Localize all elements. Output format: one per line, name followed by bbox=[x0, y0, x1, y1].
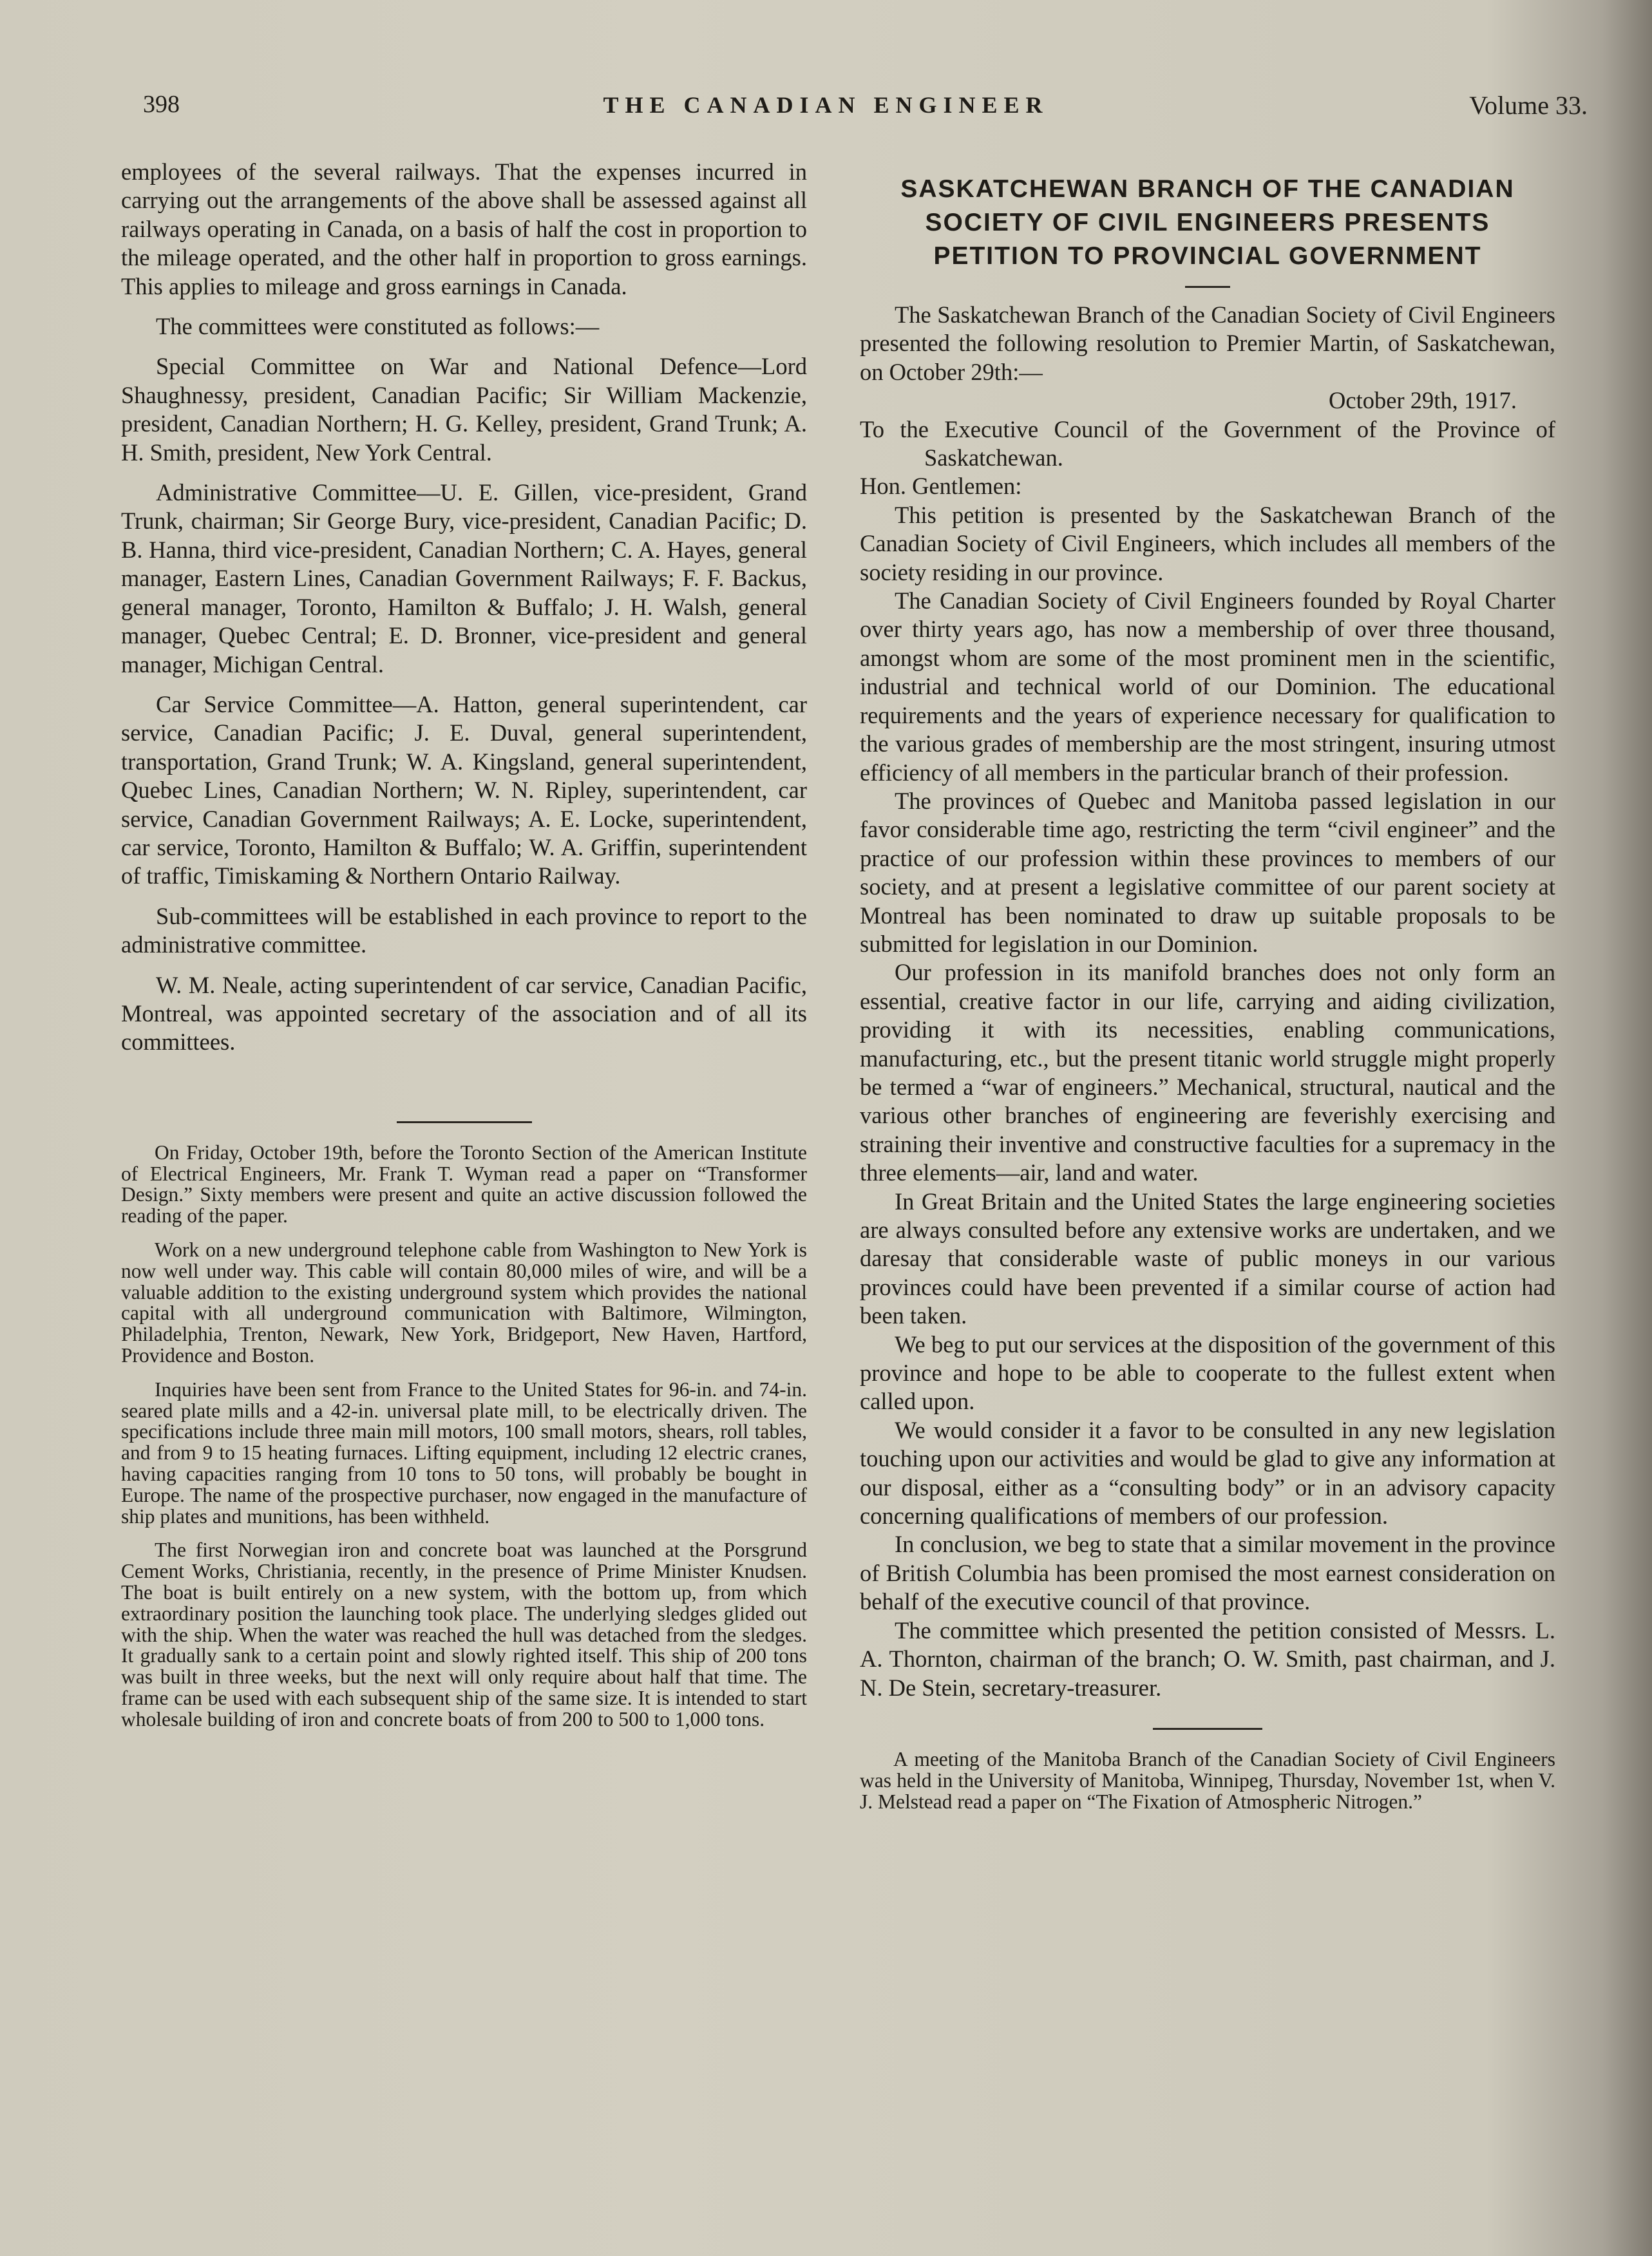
railway-committees-article bbox=[121, 158, 807, 1057]
letter-address bbox=[860, 415, 1555, 473]
paragraph: W. M. Neale, acting superintendent of car service, Canadian Pacific, Montreal, was appointed secretary of the association and of all its committees. bbox=[121, 971, 807, 1056]
paragraph: We beg to put our services at the disposition of the government of this province and hope to be able to cooperate to the fullest extent when called upon. bbox=[860, 1331, 1555, 1415]
article-headline: SASKATCHEWAN BRANCH OF THE CANADIAN SOCIETY OF CIVIL ENGINEERS PRESENTS PETITION TO PROVINCIAL GOVERNMENT bbox=[900, 175, 1515, 270]
divider bbox=[397, 1121, 532, 1123]
news-note: Inquiries have been sent from France to the United States for 96-in. and 74-in. seared plate mills and a 42-in. universal plate mill, to be electrically driven. The specifications include three main mill motors, 100 small motors, shears, roll tables, and from 9 to 15 heating furnaces. Lifting equipment, including 12 electric cranes, having capacities ranging from 10 tons to 50 tons, will probably be bought in Europe. The name of the prospective purchaser, now engaged in the manufacture of ship plates and munitions, has been withheld. bbox=[121, 1378, 807, 1528]
paragraph: In conclusion, we beg to state that a similar movement in the province of British Columbia has been promised the most earnest consideration on behalf of the executive council of that province. bbox=[860, 1531, 1555, 1615]
news-notes bbox=[121, 1142, 807, 1730]
address-text: To the Executive Council of the Government of the Province of Saskatchewan. bbox=[860, 415, 1555, 471]
letter-date: October 29th, 1917. bbox=[1329, 387, 1517, 414]
intro-paragraph: The Saskatchewan Branch of the Canadian Society of Civil Engineers presented the following resolution to Premier Martin, of Saskatchewan, on October 29th:— bbox=[860, 301, 1555, 385]
paragraph: Administrative Committee—U. E. Gillen, vice-president, Grand Trunk, chairman; Sir George Bury, vice-president, Canadian Pacific; D. B. Hanna, third vice-president, Canadian Northern; C. A. Hayes, general manager, Eastern Lines, Canadian Government Railways; F. F. Backus, general manager, Toronto, Hamilton & Buffalo; J. H. Walsh, general manager, Quebec Central; E. D. Bronner, vice-president and general manager, Michigan Central. bbox=[121, 479, 807, 678]
paragraph: We would consider it a favor to be consulted in any new legislation touching upon our activities and would be glad to give any information at our disposal, either as a “consulting body” or in an advisory capacity concerning qualifications of members of our profession. bbox=[860, 1416, 1555, 1530]
paragraph: employees of the several railways. That the expenses incurred in carrying out the arrangements of the above shall be assessed against all railways operating in Canada, on a basis of half the cost in proportion to the mileage operated, and the other half in proportion to gross earnings. This applies to mileage and gross earnings in Canada. bbox=[121, 158, 807, 299]
left-column bbox=[121, 158, 807, 1730]
paragraph: Sub-committees will be established in each province to report to the administrative committee. bbox=[121, 902, 807, 958]
news-note: Work on a new underground telephone cable from Washington to New York is now well under way. This cable will contain 80,000 miles of wire, and will be a valuable addition to the existing underground system which provides the national capital with all underground communication with Baltimore, Wilmington, Philadelphia, Trenton, Newark, New York, Bridgeport, New Haven, Hartford, Providence and Boston. bbox=[121, 1238, 807, 1367]
petition-article bbox=[860, 301, 1555, 1702]
paragraph: The provinces of Quebec and Manitoba passed legislation in our favor considerable time ago, restricting the term “civil engineer” and the practice of our profession within these provinces to members of our society, and at present a legislative committee of our parent society at Montreal has been nominated to draw up suitable proposals to be submitted for legislation in our Dominion. bbox=[860, 787, 1555, 957]
news-note: On Friday, October 19th, before the Toronto Section of the American Institute of Electrical Engineers, Mr. Frank T. Wyman read a paper on “Transformer Design.” Sixty members were present and quite an active discussion followed the reading of the paper. bbox=[121, 1141, 807, 1228]
journal-title: THE CANADIAN ENGINEER bbox=[603, 92, 1049, 118]
paragraph: The committees were constituted as follows:— bbox=[156, 313, 600, 340]
news-note: A meeting of the Manitoba Branch of the Canadian Society of Civil Engineers was held in the University of Manitoba, Winnipeg, Thursday, November 1st, when V. J. Melstead read a paper on “The Fixation of Atmospheric Nitrogen.” bbox=[860, 1747, 1555, 1813]
paragraph: The committee which presented the petition consisted of Messrs. L. A. Thornton, chairman of the branch; O. W. Smith, past chairman, and J. N. De Stein, secretary-treasurer. bbox=[860, 1616, 1555, 1701]
paragraph: Our profession in its manifold branches does not only form an essential, creative factor in our life, carrying and aiding civilization, providing it with its necessities, enabling communications, manufacturing, etc., but the present titanic world struggle might properly be termed a “war of engineers.” Mechanical, structural, nautical and the various other branches of engineering are feverishly exercising and straining their inventive and constructive faculties for a supremacy in the three elements—air, land and water. bbox=[860, 959, 1555, 1186]
paragraph: The Canadian Society of Civil Engineers founded by Royal Charter over thirty years ago, has now a membership of over three thousand, amongst whom are some of the most prominent men in the scientific, industrial and technical world of our Dominion. The educational requirements and the years of experience necessary for qualification to the various grades of membership are the most stringent, insuring utmost efficiency of all members in the particular branch of their profession. bbox=[860, 587, 1555, 786]
divider bbox=[1185, 286, 1230, 288]
page-number: 398 bbox=[143, 91, 180, 118]
paragraph: This petition is presented by the Saskatchewan Branch of the Canadian Society of Civil Engineers, which includes all members of the society residing in our province. bbox=[860, 501, 1555, 585]
paragraph: In Great Britain and the United States the large engineering societies are always consulted before any extensive works are undertaken, and we daresay that considerable waste of public moneys in our various provinces could have been prevented if a similar course of action had been taken. bbox=[860, 1188, 1555, 1329]
news-note: The first Norwegian iron and concrete boat was launched at the Porsgrund Cement Works, Christiania, recently, in the presence of Prime Minister Knudsen. The boat is built entirely on a new system, with the bottom up, from which extraordinary position the launching took place. The underlying sledges glided out with the ship. When the water was reached the hull was detached from the sledges. It gradually sank to a certain point and slowly righted itself. This ship of 200 tons was built in three weeks, but the next will only require about half that time. The frame can be used with each subsequent ship of the same size. It is intended to start wholesale building of iron and concrete boats of from 200 to 500 to 1,000 tons. bbox=[121, 1539, 807, 1730]
manitoba-note bbox=[860, 1749, 1555, 1812]
right-column bbox=[860, 173, 1555, 1812]
letter-salutation: Hon. Gentlemen: bbox=[860, 473, 1022, 500]
volume-label: Volume 33. bbox=[1469, 91, 1588, 120]
divider bbox=[1153, 1728, 1262, 1730]
paragraph: Special Committee on War and National Defence—Lord Shaughnessy, president, Canadian Pacific; Sir William Mackenzie, president, Canadian Northern; H. G. Kelley, president, Grand Trunk; A. H. Smith, president, New York Central. bbox=[121, 353, 807, 466]
paragraph: Car Service Committee—A. Hatton, general superintendent, car service, Canadian Pacific; J. E. Duval, general superintendent, transportation, Grand Trunk; W. A. Kingsland, general superintendent, Quebec Lines, Canadian Northern; W. N. Ripley, superintendent, car service, Canadian Government Railways; A. E. Locke, superintendent, car service, Toronto, Hamilton & Buffalo; W. A. Griffin, superintendent of traffic, Timiskaming & Northern Ontario Railway. bbox=[121, 690, 807, 889]
